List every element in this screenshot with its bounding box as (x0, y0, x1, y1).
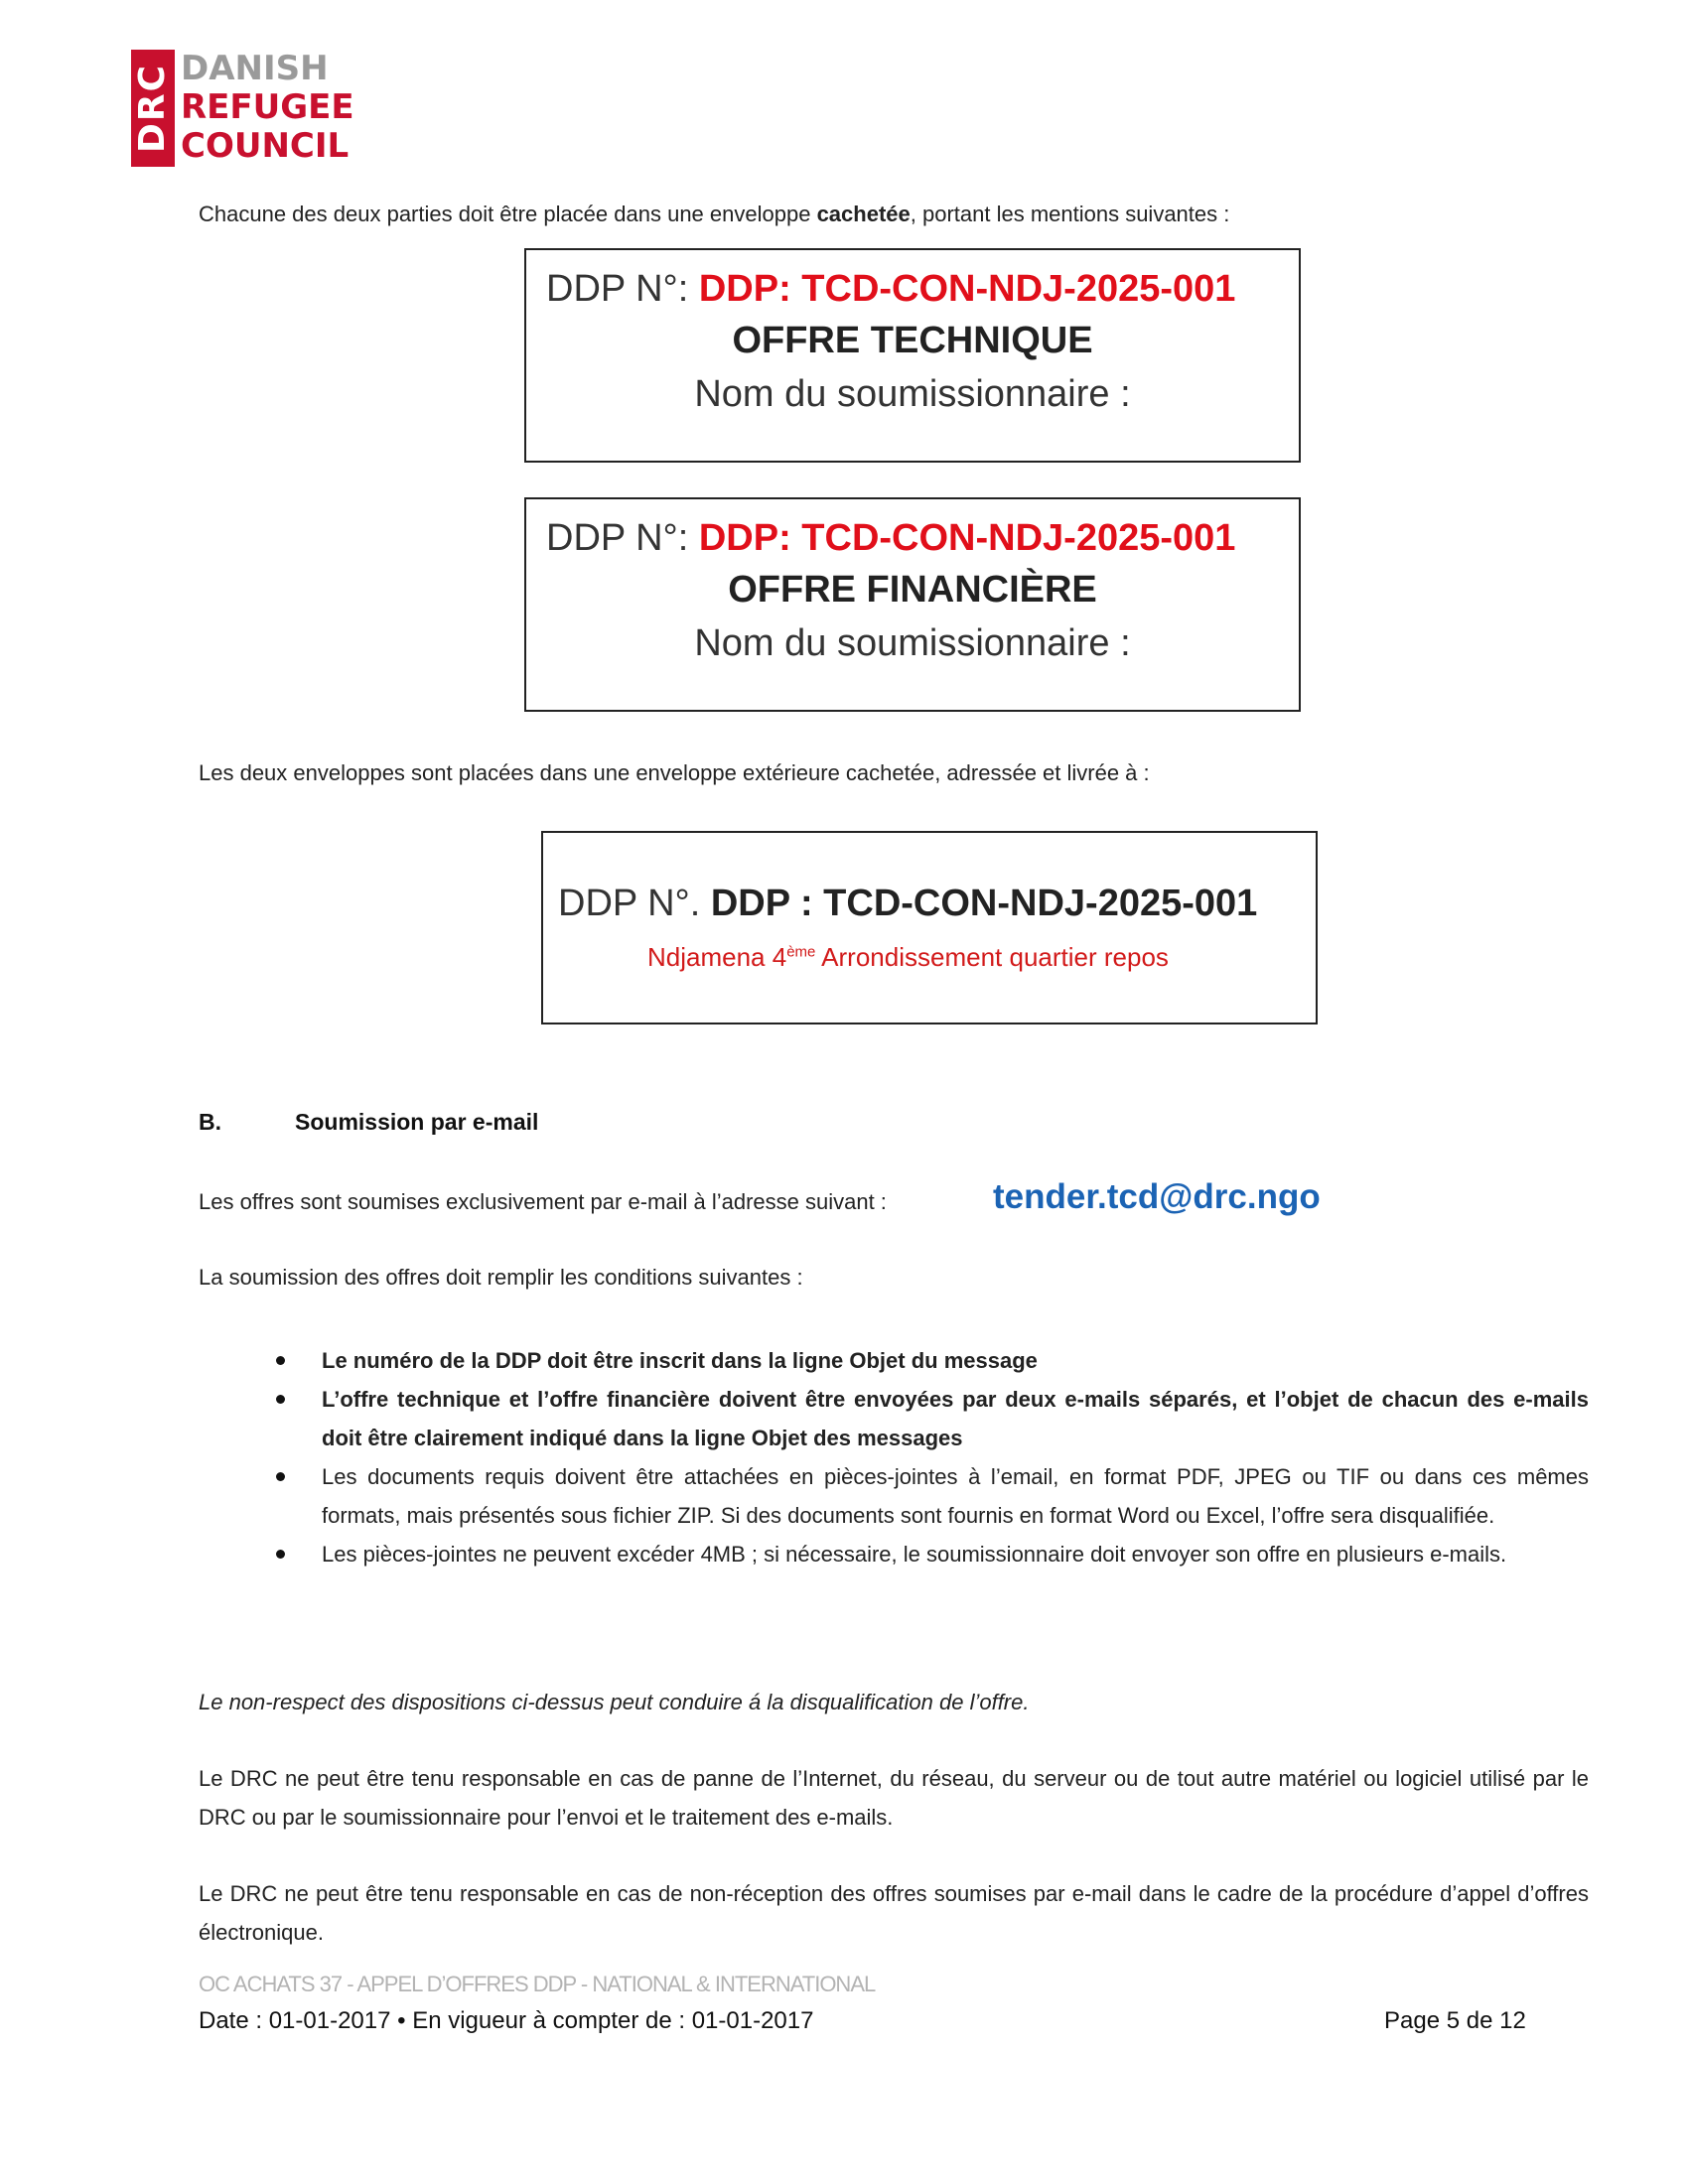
list-item-text: Les pièces-jointes ne peuvent excéder 4MB ; si nécessaire, le soumissionnaire doit envoyer son offre en plusieurs e-mails. (322, 1542, 1507, 1567)
intro-text-post: , portant les mentions suivantes : (910, 202, 1230, 226)
ddp-prefix: DDP N°: (546, 517, 699, 559)
ddp-number-line (546, 268, 1235, 311)
list-item-text: L’offre technique et l’offre financière doivent être envoyées par deux e-mails séparés, et l’objet de chacun des e-mails doit être clairement indiqué dans la ligne Objet des messages (322, 1387, 1589, 1450)
tender-email-link[interactable]: tender.tcd@drc.ngo (993, 1177, 1321, 1216)
intro-text-pre: Chacune des deux parties doit être placée dans une enveloppe (199, 202, 817, 226)
intro-text-bold: cachetée (816, 202, 911, 226)
bullet-icon (276, 1395, 285, 1404)
envelope-label-exterior (541, 831, 1318, 1024)
logo-line-1: DANISH (181, 49, 329, 88)
liability-paragraph-2: Le DRC ne peut être tenu responsable en cas de non-réception des offres soumises par e-mail dans le cadre de la procédure d’appel d’offres électronique. (199, 1881, 1589, 1945)
ddp-prefix: DDP N°. (558, 883, 711, 924)
conditions-list (199, 1341, 1589, 1573)
list-item (199, 1457, 1589, 1535)
ddp-reference: DDP : TCD-CON-NDJ-2025-001 (710, 883, 1258, 924)
footer-date-line: Date : 01-01-2017 • En vigueur à compter de : 01-01-2017 (199, 2007, 814, 2034)
ddp-number-line (546, 517, 1235, 560)
bullet-icon (276, 1356, 285, 1365)
address-post: Arrondissement quartier repos (815, 942, 1169, 972)
list-item (199, 1535, 1589, 1573)
list-item (199, 1341, 1589, 1380)
conditions-intro: La soumission des offres doit remplir les conditions suivantes : (199, 1265, 803, 1290)
disqualification-warning: Le non-respect des dispositions ci-dessus peut conduire á la disqualification de l’offre. (199, 1690, 1030, 1714)
ddp-reference: DDP: TCD-CON-NDJ-2025-001 (698, 268, 1236, 310)
list-item-text: Le numéro de la DDP doit être inscrit dans la ligne Objet du message (322, 1348, 1038, 1373)
section-title: Soumission par e-mail (295, 1109, 539, 1135)
logo-mark: DRC (131, 50, 175, 167)
logo-wordmark (181, 50, 354, 166)
delivery-address (647, 942, 1169, 973)
bidder-name-label: Nom du soumissionnaire : (694, 622, 1131, 664)
email-instruction: Les offres sont soumises exclusivement par e-mail à l’adresse suivant : (199, 1189, 887, 1214)
footer-document-code: OC ACHATS 37 - APPEL D’OFFRES DDP - NATIONAL & INTERNATIONAL (199, 1972, 876, 1996)
ddp-prefix: DDP N°: (546, 268, 699, 310)
outer-envelope-paragraph: Les deux enveloppes sont placées dans une enveloppe extérieure cachetée, adressée et livrée à : (199, 760, 1150, 785)
address-superscript: ème (786, 943, 816, 961)
bullet-icon (276, 1472, 285, 1481)
logo-line-3: COUNCIL (181, 126, 350, 166)
intro-paragraph (199, 195, 1589, 233)
logo-line-2: REFUGEE (181, 87, 354, 127)
drc-logo (131, 49, 354, 167)
offer-type-title: OFFRE TECHNIQUE (732, 320, 1093, 361)
section-letter: B. (199, 1109, 221, 1135)
ddp-number-line (558, 883, 1257, 925)
bullet-icon (276, 1550, 285, 1559)
envelope-label-technical (524, 248, 1301, 463)
address-pre: Ndjamena 4 (647, 942, 787, 972)
list-item-text: Les documents requis doivent être attachées en pièces-jointes à l’email, en format PDF, JPEG ou TIF ou dans ces mêmes formats, mais présentés sous fichier ZIP. Si des documents sont fournis en format Word ou Excel, l’offre sera disqualifiée. (322, 1464, 1589, 1528)
liability-paragraph-1: Le DRC ne peut être tenu responsable en cas de panne de l’Internet, du réseau, du serveur ou de tout autre matériel ou logiciel utilisé par le DRC ou par le soumissionnaire pour l’envoi et le traitement des e-mails. (199, 1766, 1589, 1830)
bidder-name-label: Nom du soumissionnaire : (694, 373, 1131, 415)
footer-page-number: Page 5 de 12 (1384, 2007, 1526, 2034)
offer-type-title: OFFRE FINANCIÈRE (728, 569, 1097, 611)
ddp-reference: DDP: TCD-CON-NDJ-2025-001 (698, 517, 1236, 559)
list-item (199, 1380, 1589, 1457)
envelope-label-financial (524, 497, 1301, 712)
